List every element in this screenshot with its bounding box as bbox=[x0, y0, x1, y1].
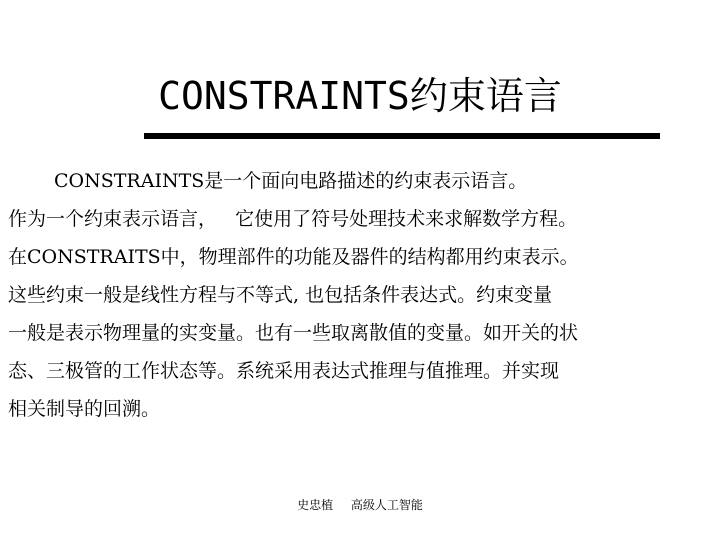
body-line: 相关制导的回溯。 bbox=[8, 398, 161, 420]
body-line: CONSTRAINTS是一个面向电路描述的约束表示语言。 bbox=[54, 170, 528, 192]
body-line: 作为一个约束表示语言， 它使用了符号处理技术来求解数学方程。 bbox=[8, 208, 578, 230]
slide-title: CONSTRAINTS约束语言 bbox=[158, 74, 562, 118]
title-underline bbox=[144, 133, 660, 139]
body-line: 在CONSTRAITS中，物理部件的功能及器件的结构都用约束表示。 bbox=[8, 246, 579, 268]
footer-author: 史忠植 bbox=[297, 498, 334, 512]
body-line: 态、三极管的工作状态等。系统采用表达式推理与值推理。并实现 bbox=[8, 360, 560, 382]
footer-course: 高级人工智能 bbox=[350, 498, 423, 512]
slide-footer bbox=[0, 495, 720, 515]
body-line: 一般是表示物理量的实变量。也有一些取离散值的变量。如开关的状 bbox=[8, 322, 579, 344]
body-line: 这些约束一般是线性方程与不等式, 也包括条件表达式。约束变量 bbox=[8, 284, 553, 306]
body-text bbox=[8, 162, 714, 428]
